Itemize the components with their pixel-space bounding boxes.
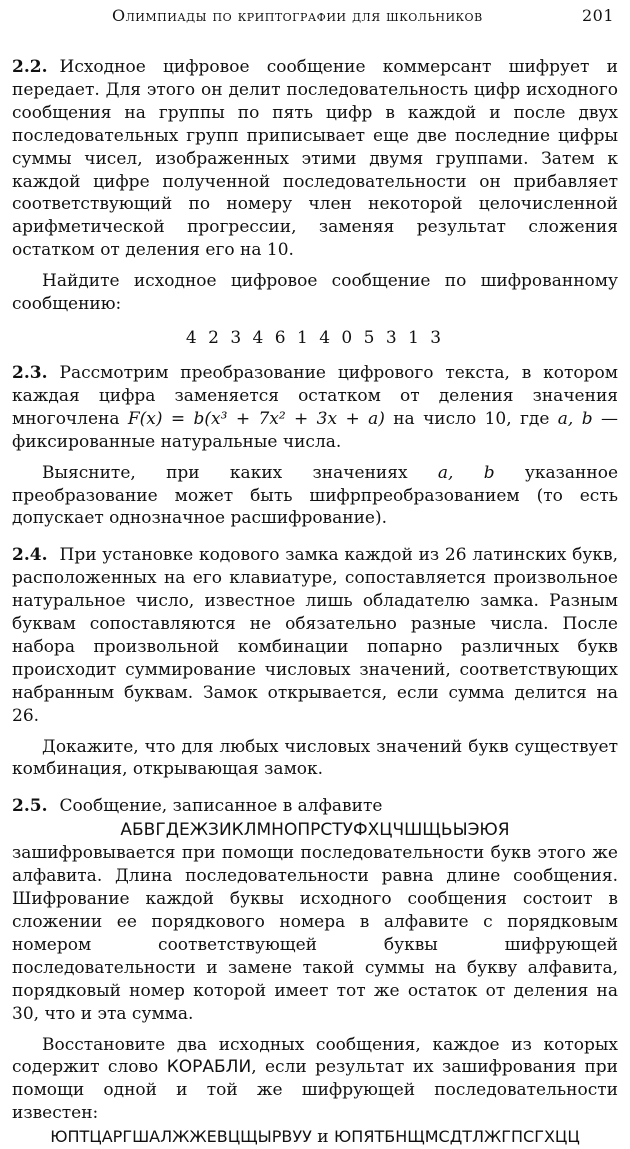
ciphertext-1: ЮПТЦАРГШАЛЖЖЕВЦЩЫРВУУ xyxy=(50,1127,312,1147)
problem-2-5 xyxy=(12,795,618,818)
problem-text: на число 10, где xyxy=(384,408,558,429)
question-text: Выясните, при каких значениях xyxy=(42,462,438,483)
problem-intro: Сообщение, записанное в алфавите xyxy=(59,796,383,817)
problem-number: 2.4. xyxy=(12,545,48,566)
question-text: указанное преобразование может быть шифрпреобразованием (то есть допускает однозначное расшифрование). xyxy=(12,462,619,529)
question-text: , если результат их зашифрования при помощи одной и той же шифрующей последовательности известен: xyxy=(12,1057,618,1124)
problem-question: Найдите исходное цифровое сообщение по шифрованному сообщению: xyxy=(12,271,618,315)
page-content xyxy=(12,56,618,1149)
problem-text: Исходное цифровое сообщение коммерсант шифрует и передает. Для этого он делит последовательность цифр исходного сообщения на группы по пять цифр в каждой и после двух последовательных групп приписывает еще две последние цифры суммы чисел, изображенных этими двумя группами. Затем к каждой цифре полученной последовательности он прибавляет соответствующий по номеру член некоторой целочисленной арифметической прогрессии, заменяя результат сложения остатком от деления его на 10. xyxy=(12,57,618,261)
ciphertexts xyxy=(12,1125,618,1149)
problem-2-2 xyxy=(12,56,618,262)
problem-number: 2.5. xyxy=(12,796,48,817)
variables: a, b xyxy=(437,462,495,483)
problem-number: 2.2. xyxy=(12,57,48,77)
problem-2-3 xyxy=(12,362,618,454)
polynomial-formula: F(x) = b(x³ + 7x² + 3x + a) xyxy=(127,408,385,429)
problem-text: зашифровывается при помощи последовательности букв этого же алфавита. Длина последовательности равна длине сообщения. Шифрование каждой буквы исходного сообщения состоит в сложении ее порядкового номера в алфавите с порядковым номером соответствующей буквы шифрующей последовательности и замене такой суммы на букву алфавита, порядковый номер которой имеет тот же остаток от деления на 30, что и эта сумма. xyxy=(12,843,618,1024)
keyword: КОРАБЛИ xyxy=(166,1057,252,1078)
running-header xyxy=(12,6,618,34)
problem-question xyxy=(12,462,618,531)
problem-text: — фиксированные натуральные числа. xyxy=(12,408,618,452)
question-text: Восстановите два исходных сообщения, каждое из которых содержит слово xyxy=(12,1034,618,1078)
cipher-digits: 4 2 3 4 6 1 4 0 5 3 1 3 xyxy=(185,327,445,348)
conjunction: и xyxy=(311,1127,335,1148)
header-title: Олимпиады по криптографии для школьников xyxy=(112,6,483,25)
variables: a, b xyxy=(557,408,593,429)
ciphertext-2: ЮПЯТБНЩМСДТЛЖГПСГХЦЦ xyxy=(334,1127,580,1147)
alphabet-line: АБВГДЕЖЗИКЛМНОПРСТУФХЦЧШЩЬЫЭЮЯ xyxy=(120,820,510,841)
problem-text: Рассмотрим преобразование цифрового текста, в котором каждая цифра заменяется остатком от деления значения многочлена xyxy=(12,362,618,429)
problem-question: Докажите, что для любых числовых значений букв существует комбинация, открывающая замок. xyxy=(12,736,618,780)
page-number: 201 xyxy=(581,6,614,25)
problem-text: При установке кодового замка каждой из 26 латинских букв, расположенных на его клавиатуре, сопоставляется произвольное натуральное число, известное лишь обладателю замка. Разным буквам сопоставляются не обязательно разные числа. После набора произвольной комбинации попарно различных букв происходит суммирование числовых значений, соответствующих набранным буквам. Замок открывается, если сумма делится на 26. xyxy=(12,545,618,726)
problem-2-4 xyxy=(12,544,618,727)
problem-number: 2.3. xyxy=(12,362,48,383)
problem-question xyxy=(12,1034,618,1126)
